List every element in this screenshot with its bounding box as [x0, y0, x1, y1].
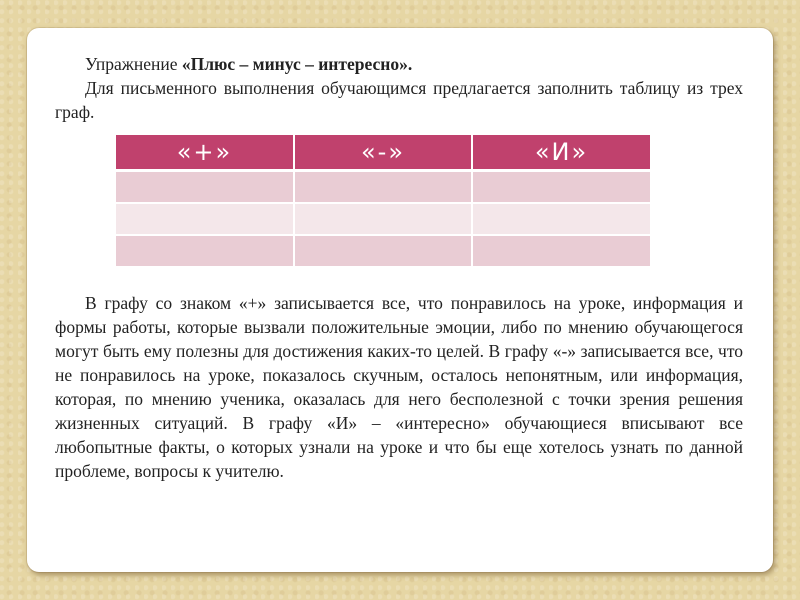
table-cell: [472, 203, 650, 235]
table-cell: [294, 203, 472, 235]
slide: [27, 28, 773, 572]
body-paragraph: В графу со знаком «+» записывается все, что понравилось на уроке, информация и формы работы, которые вызвали положительные эмоции, либо по мнению обучающегося могут быть ему полезны для достижения каких-то целей. В графу «-» записывается все, что не понравилось на уроке, показалось скучным, осталось непонятным, или информация, которая, по мнению ученика, оказалась для него бесполезной с точки зрения решения жизненных ситуаций. В графу «И» – «интересно» обучающиеся вписывают все любопытные факты, о которых узнали на уроке и что бы еще хотелось узнать по данной проблеме, вопросы к учителю.: [55, 293, 743, 481]
header-interesting: «И»: [472, 135, 650, 171]
header-plus: «+»: [116, 135, 294, 171]
title-bold: «Плюс – минус – интересно».: [181, 54, 413, 74]
table-cell: [472, 171, 650, 204]
table-row: [116, 235, 650, 267]
title-prefix: Упражнение: [85, 54, 182, 74]
table-cell: [294, 171, 472, 204]
table-cell: [116, 235, 294, 267]
table-cell: [294, 235, 472, 267]
table-header-row: [116, 135, 650, 171]
exercise-title: [55, 52, 743, 76]
intro-paragraph: Для письменного выполнения обучающимся предлагается заполнить таблицу из трех граф.: [55, 78, 743, 122]
header-minus: «-»: [294, 135, 472, 171]
plus-minus-table: [116, 135, 650, 268]
table-cell: [116, 203, 294, 235]
table-row: [116, 171, 650, 204]
table-cell: [472, 235, 650, 267]
table-row: [116, 203, 650, 235]
table-cell: [116, 171, 294, 204]
